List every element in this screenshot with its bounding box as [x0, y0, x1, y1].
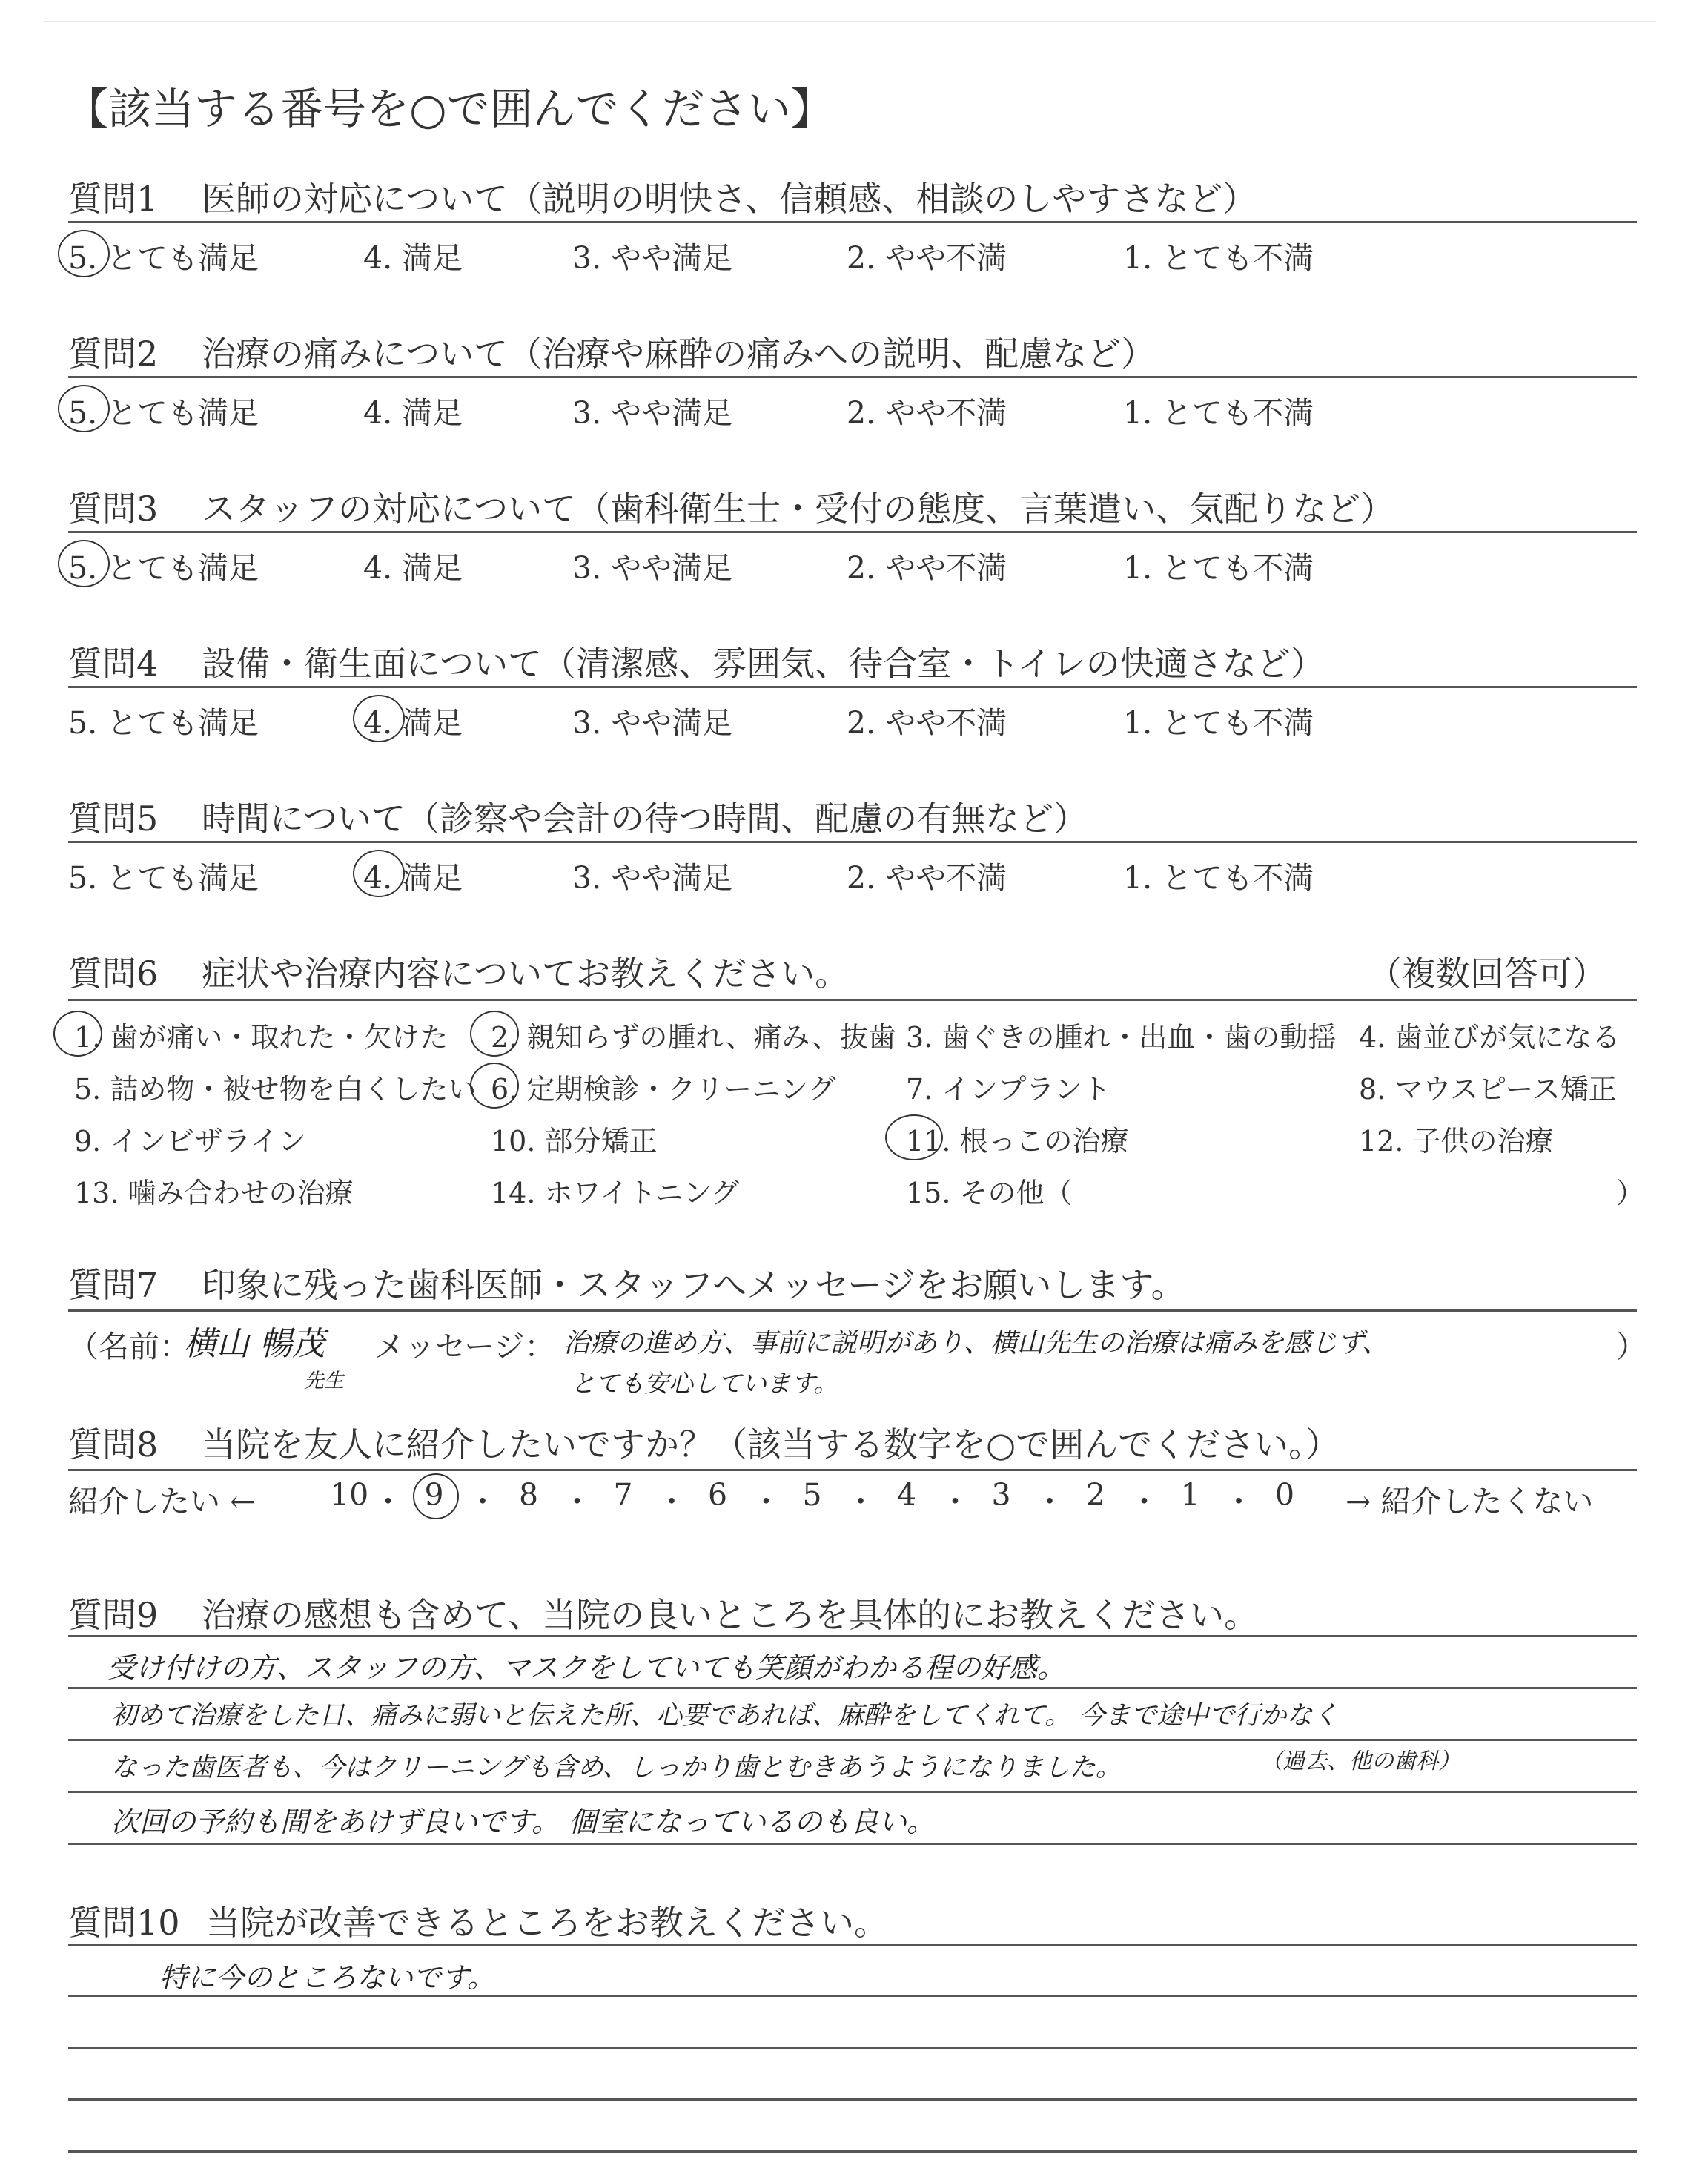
q9-answer-line: なった歯医者も、今はクリーニングも含め、しっかり歯とむきあうようになりました。	[111, 1753, 1122, 1783]
q6-text: 症状や治療内容についてお教えください。	[202, 954, 850, 994]
q10-line-rule	[68, 2098, 1637, 2101]
q4-option[interactable]: 4. 満足	[363, 705, 463, 741]
q6-option[interactable]: 13. 噛み合わせの治療	[74, 1177, 354, 1209]
q6-option[interactable]: 9. インビザライン	[74, 1125, 307, 1157]
q9-answer-line: 次回の予約も間をあけず良いです。 個室になっているのも良い。	[111, 1806, 936, 1838]
q8-number[interactable]: 3	[991, 1477, 1011, 1513]
q6-option[interactable]: 5. 詰め物・被せ物を白くしたい	[74, 1073, 477, 1106]
q2-label: 質問2	[68, 334, 159, 374]
q6-note: （複数回答可）	[1368, 954, 1606, 994]
q1-option[interactable]: 1. とても不満	[1123, 240, 1314, 276]
q3-option[interactable]: 3. やや満足	[572, 550, 733, 586]
q2-option[interactable]: 5. とても満足	[68, 395, 259, 431]
q9-answer-line: 受け付けの方、スタッフの方、マスクをしていても笑顔がわかる程の好感。	[107, 1651, 1066, 1684]
q6-rule	[68, 999, 1637, 1001]
page-title: 【該当する番号を○で囲んでください】	[65, 84, 834, 134]
q3-option[interactable]: 2. やや不満	[847, 550, 1007, 586]
q10-rule	[68, 1944, 1637, 1946]
q8-number[interactable]: 10	[330, 1477, 369, 1513]
q8-number[interactable]: 5	[802, 1477, 822, 1513]
q4-option[interactable]: 1. とても不満	[1123, 705, 1314, 741]
q4-option[interactable]: 2. やや不満	[847, 705, 1007, 741]
q6-option[interactable]: 3. 歯ぐきの腫れ・出血・歯の動揺	[906, 1021, 1337, 1054]
q5-option[interactable]: 1. とても不満	[1123, 860, 1314, 896]
q7-name-value: 横山 暢茂	[184, 1325, 325, 1363]
selection-circle	[353, 850, 405, 897]
q2-rule	[68, 376, 1637, 378]
q6-option[interactable]: 11. 根っこの治療	[906, 1125, 1129, 1157]
q3-rule	[68, 531, 1637, 533]
q4-option[interactable]: 5. とても満足	[68, 705, 259, 741]
q8-number[interactable]: 1	[1180, 1477, 1200, 1513]
q5-label: 質問5	[68, 799, 159, 839]
q8-number[interactable]: 8	[519, 1477, 539, 1513]
q5-option[interactable]: 3. やや満足	[572, 860, 733, 896]
q7-message-line2: とても安心しています。	[571, 1369, 838, 1398]
q8-label: 質問8	[68, 1424, 159, 1464]
q9-answer-note: （過去、他の歯科）	[1260, 1748, 1460, 1774]
selection-circle	[58, 540, 110, 587]
q5-rule	[68, 841, 1637, 843]
q8-separator: ・	[1129, 1484, 1159, 1519]
q8-text: 当院を友人に紹介したいですか？（該当する数字を○で囲んでください。）	[202, 1424, 1340, 1464]
q6-option[interactable]: 8. マウスピース矯正	[1359, 1073, 1617, 1106]
q10-answer: 特に今のところないです。	[159, 1961, 495, 1994]
q3-option[interactable]: 5. とても満足	[68, 550, 259, 586]
q9-text: 治療の感想も含めて、当院の良いところを具体的にお教えください。	[202, 1595, 1259, 1635]
scan-edge-line	[44, 21, 1656, 22]
q6-option[interactable]: 12. 子供の治療	[1359, 1125, 1554, 1157]
q8-separator: ・	[845, 1484, 876, 1519]
q3-option[interactable]: 4. 満足	[363, 550, 463, 586]
q3-text: スタッフの対応について（歯科衛生士・受付の態度、言葉遣い、気配りなど）	[202, 489, 1395, 529]
q8-separator: ・	[1223, 1484, 1254, 1519]
q8-rule	[68, 1469, 1637, 1471]
q1-option[interactable]: 4. 満足	[363, 240, 463, 276]
selection-circle	[58, 385, 110, 432]
q6-option[interactable]: 2. 親知らずの腫れ、痛み、抜歯	[491, 1021, 896, 1054]
q9-line-rule	[68, 1739, 1637, 1741]
q8-separator: ・	[751, 1484, 781, 1519]
q2-option[interactable]: 1. とても不満	[1123, 395, 1314, 431]
q10-line-rule	[68, 2047, 1637, 2049]
selection-circle	[470, 1063, 519, 1109]
q8-left-label: 紹介したい ←	[68, 1484, 256, 1519]
q9-answer-line: 初めて治療をした日、痛みに弱いと伝えた所、心要であれば、麻酔をしてくれて。 今まで途中で行かなく	[111, 1701, 1339, 1731]
q5-option[interactable]: 5. とても満足	[68, 860, 259, 896]
q7-rule	[68, 1309, 1637, 1312]
q6-option[interactable]: 1. 歯が痛い・取れた・欠けた	[74, 1021, 448, 1054]
q2-option[interactable]: 4. 満足	[363, 395, 463, 431]
selection-circle	[53, 1011, 102, 1057]
q6-option[interactable]: 7. インプラント	[906, 1073, 1111, 1106]
q8-separator: ・	[1034, 1484, 1065, 1519]
q6-option[interactable]: 15. その他（	[906, 1177, 1073, 1209]
q6-label: 質問6	[68, 954, 159, 994]
q7-close-paren: ）	[1616, 1329, 1646, 1364]
q9-line-rule	[68, 1687, 1637, 1689]
q10-line-rule	[68, 2150, 1637, 2153]
q5-option[interactable]: 2. やや不満	[847, 860, 1007, 896]
q9-label: 質問9	[68, 1595, 159, 1635]
q9-line-rule	[68, 1843, 1637, 1845]
q8-separator: ・	[373, 1484, 403, 1519]
q8-separator: ・	[467, 1484, 498, 1519]
q9-rule	[68, 1635, 1637, 1637]
q1-option[interactable]: 2. やや不満	[847, 240, 1007, 276]
q8-right-label: → 紹介したくない	[1345, 1484, 1594, 1519]
q6-close-paren: ）	[1616, 1177, 1645, 1209]
q4-text: 設備・衛生面について（清潔感、雰囲気、待合室・トイレの快適さなど）	[202, 644, 1325, 684]
selection-circle	[885, 1114, 943, 1160]
selection-circle	[58, 230, 110, 277]
q6-option[interactable]: 6. 定期検診・クリーニング	[491, 1073, 836, 1106]
q8-number[interactable]: 4	[897, 1477, 917, 1513]
q1-option[interactable]: 5. とても満足	[68, 240, 259, 276]
q4-rule	[68, 686, 1637, 688]
q8-number[interactable]: 7	[613, 1477, 633, 1513]
q7-name-suffix: 先生	[304, 1370, 344, 1393]
selection-circle	[413, 1473, 459, 1519]
q2-option[interactable]: 2. やや不満	[847, 395, 1007, 431]
q1-text: 医師の対応について（説明の明快さ、信頼感、相談のしやすさなど）	[202, 179, 1257, 219]
q9-line-rule	[68, 1791, 1637, 1793]
q7-name-label: （名前：	[68, 1329, 190, 1364]
q7-text: 印象に残った歯科医師・スタッフへメッセージをお願いします。	[202, 1265, 1185, 1305]
q8-number[interactable]: 0	[1275, 1477, 1295, 1513]
q1-option[interactable]: 3. やや満足	[572, 240, 733, 276]
q7-message-line1: 治療の進め方、事前に説明があり、横山先生の治療は痛みを感じず、	[563, 1328, 1389, 1358]
q7-label: 質問7	[68, 1265, 159, 1305]
q7-message-label: メッセージ：	[374, 1329, 555, 1364]
q1-rule	[68, 221, 1637, 223]
selection-circle	[353, 695, 405, 742]
q2-option[interactable]: 3. やや満足	[572, 395, 733, 431]
q5-text: 時間について（診察や会計の待つ時間、配慮の有無など）	[202, 799, 1088, 839]
q8-number[interactable]: 6	[708, 1477, 728, 1513]
selection-circle	[470, 1011, 519, 1057]
q4-option[interactable]: 3. やや満足	[572, 705, 733, 741]
q6-option[interactable]: 4. 歯並びが気になる	[1359, 1021, 1621, 1054]
q6-option[interactable]: 10. 部分矯正	[491, 1125, 658, 1157]
q2-text: 治療の痛みについて（治療や麻酔の痛みへの説明、配慮など）	[202, 334, 1156, 374]
q5-option[interactable]: 4. 満足	[363, 860, 463, 896]
q3-label: 質問3	[68, 489, 159, 529]
q10-label: 質問10	[68, 1903, 180, 1943]
q8-separator: ・	[940, 1484, 970, 1519]
q3-option[interactable]: 1. とても不満	[1123, 550, 1314, 586]
q8-number[interactable]: 2	[1086, 1477, 1106, 1513]
q8-separator: ・	[656, 1484, 687, 1519]
q4-label: 質問4	[68, 644, 159, 684]
q1-label: 質問1	[68, 179, 159, 219]
q10-text: 当院が改善できるところをお教えください。	[206, 1903, 888, 1943]
q8-separator: ・	[562, 1484, 592, 1519]
q6-option[interactable]: 14. ホワイトニング	[491, 1177, 740, 1209]
q8-number[interactable]: 9	[424, 1477, 444, 1513]
